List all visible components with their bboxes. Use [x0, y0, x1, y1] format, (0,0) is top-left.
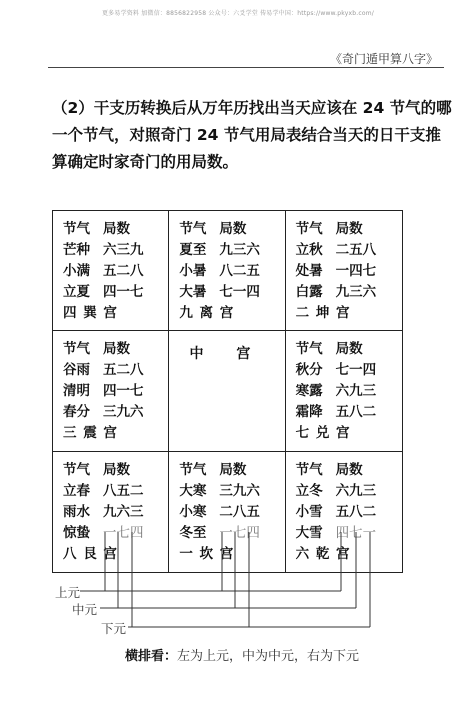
ju-number: 九三六 — [335, 284, 377, 300]
caption-lead: 横排看： — [125, 649, 178, 664]
term-name: 霜降 — [295, 404, 323, 421]
legend-lower-yuan: 下元 — [101, 621, 127, 636]
term-name: 白露 — [295, 284, 323, 300]
ju-number: 四一七 — [103, 383, 144, 400]
header-num: 局数 — [335, 461, 363, 478]
ju-number: 四七一 — [335, 524, 377, 541]
caption-text: 左为上元，中为中元，右为下元 — [177, 649, 360, 664]
header-num: 局数 — [335, 341, 363, 358]
header-term: 节气 — [295, 221, 323, 237]
term-name: 小暑 — [179, 263, 207, 279]
header-term: 节气 — [63, 461, 90, 478]
book-title: 《奇门遁甲算八字》 — [329, 52, 438, 66]
table-caption — [125, 645, 359, 664]
lower-yuan-line — [128, 532, 132, 627]
term-name: 小雪 — [295, 503, 323, 520]
header-term: 节气 — [295, 341, 323, 358]
header-term: 节气 — [63, 221, 90, 237]
watermark-note: 更多易学资料 加微信：8856822958 公众号：六爻学堂 传易学中国：https://www.pkyxb.com/ — [101, 10, 374, 17]
term-name: 惊蛰 — [63, 524, 90, 541]
term-name: 大寒 — [179, 482, 207, 499]
term-name: 小寒 — [179, 503, 207, 520]
palace-name: 三 震 宫 — [63, 425, 118, 442]
palace-name: 一 坎 宫 — [179, 545, 235, 562]
term-name: 大雪 — [295, 524, 323, 541]
term-name: 雨水 — [63, 503, 90, 520]
header-term: 节气 — [179, 221, 207, 237]
term-name: 清明 — [63, 383, 90, 400]
ju-number: 四一七 — [103, 284, 144, 300]
header-num: 局数 — [103, 341, 130, 358]
legend-upper-yuan: 上元 — [55, 585, 81, 600]
header-term: 节气 — [179, 461, 207, 478]
ju-number: 六九三 — [335, 482, 377, 499]
palace-name: 七 兑 宫 — [295, 425, 351, 442]
center-palace-label: 中 宫 — [189, 346, 265, 363]
term-name: 秋分 — [295, 362, 323, 379]
ju-number: 九三六 — [219, 242, 260, 258]
ju-number: 八五二 — [103, 482, 144, 499]
palace-name: 六 乾 宫 — [295, 545, 351, 562]
header-num: 局数 — [103, 221, 130, 237]
term-name: 立冬 — [295, 482, 323, 499]
ju-number: 三九六 — [219, 482, 260, 499]
middle-yuan-line — [100, 532, 118, 608]
palace-name: 九 离 宫 — [179, 305, 235, 321]
ju-number: 五八二 — [335, 404, 377, 421]
ju-number: 三九六 — [103, 404, 144, 421]
term-name: 芒种 — [63, 242, 90, 258]
ju-number: 五二八 — [103, 362, 144, 379]
header-term: 节气 — [295, 461, 323, 478]
palace-name: 八 艮 宫 — [63, 545, 118, 562]
header-num: 局数 — [219, 461, 247, 478]
term-name: 小满 — [63, 263, 90, 279]
header-term: 节气 — [63, 341, 90, 358]
palace-name: 二 坤 宫 — [295, 305, 351, 321]
term-name: 立夏 — [63, 284, 90, 300]
ju-number: 五二八 — [103, 263, 144, 279]
header-num: 局数 — [219, 221, 247, 237]
ju-number: 一七四 — [219, 524, 260, 541]
ju-number: 二五八 — [335, 242, 377, 258]
ju-number: 六九三 — [335, 383, 377, 400]
palace-name: 四 巽 宫 — [63, 305, 118, 321]
ju-number: 一四七 — [335, 263, 377, 279]
ju-number: 九六三 — [103, 503, 144, 520]
ju-number: 六三九 — [103, 242, 144, 258]
term-name: 大暑 — [179, 284, 207, 300]
ju-number: 二八五 — [219, 503, 260, 520]
ju-number: 七一四 — [219, 284, 260, 300]
term-name: 谷雨 — [63, 362, 90, 379]
term-name: 处暑 — [295, 263, 323, 279]
ju-number: 七一四 — [335, 362, 377, 379]
header-num: 局数 — [103, 461, 130, 478]
term-name: 春分 — [63, 404, 90, 421]
term-name: 夏至 — [179, 242, 207, 258]
legend-middle-yuan: 中元 — [72, 602, 98, 617]
ju-number: 八二五 — [219, 263, 260, 279]
term-name: 立秋 — [295, 242, 323, 258]
header-num: 局数 — [335, 221, 363, 237]
instruction-paragraph: （2）干支历转换后从万年历找出当天应该在 24 节气的哪一个节气，对照奇门 24 节气用局表结合当天的日干支推算确定时家奇门的用局数。 — [52, 99, 452, 171]
term-name: 立春 — [63, 482, 90, 499]
term-name: 寒露 — [295, 383, 323, 400]
ju-number: 一七四 — [103, 524, 144, 541]
term-name: 冬至 — [179, 524, 207, 541]
upper-yuan-line — [80, 532, 105, 591]
ju-number: 五八二 — [335, 503, 377, 520]
